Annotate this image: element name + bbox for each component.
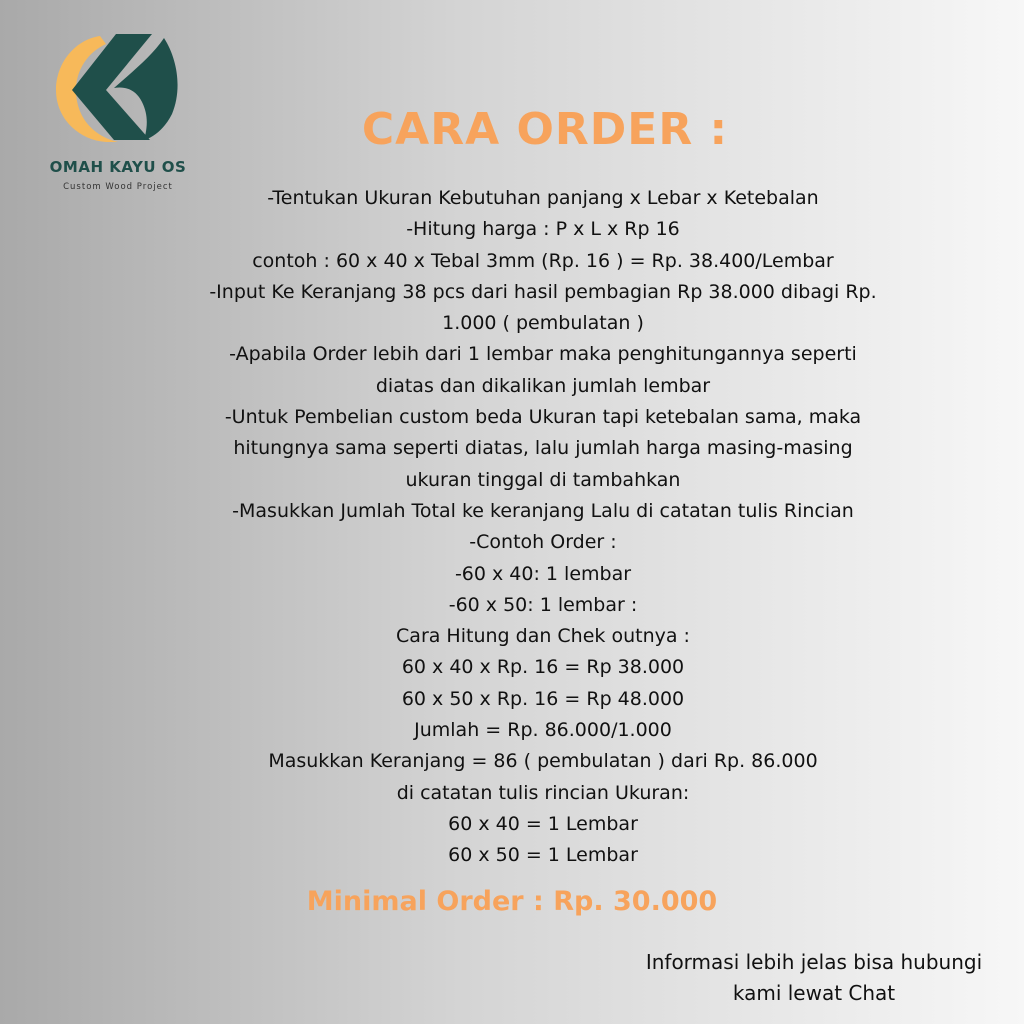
instruction-line: di catatan tulis rincian Ukuran: bbox=[396, 781, 690, 804]
instruction-line: -Tentukan Ukuran Kebutuhan panjang x Lebar x Ketebalan bbox=[267, 187, 819, 209]
instruction-line: 60 x 50 = 1 Lembar bbox=[448, 844, 638, 867]
instruction-line: -Contoh Order : bbox=[469, 531, 617, 554]
instruction-line: -Apabila Order lebih dari 1 lembar maka penghitungannya seperti bbox=[229, 343, 857, 366]
brand-logo bbox=[30, 30, 210, 200]
instruction-line: 60 x 40 x Rp. 16 = Rp 38.000 bbox=[401, 656, 685, 679]
instruction-line: Jumlah = Rp. 86.000/1.000 bbox=[414, 719, 672, 742]
instruction-line: -Masukkan Jumlah Total ke keranjang Lalu di catatan tulis Rincian bbox=[232, 499, 854, 522]
instruction-line: -60 x 50: 1 lembar : bbox=[448, 593, 638, 616]
instruction-line: 60 x 40 = 1 Lembar bbox=[448, 812, 638, 835]
instruction-line: ukuran tinggal di tambahkan bbox=[405, 468, 681, 491]
contact-line: Informasi lebih jelas bisa hubungi bbox=[645, 950, 983, 974]
instruction-line: -Hitung harga : P x L x Rp 16 bbox=[406, 218, 680, 241]
instruction-line: -Input Ke Keranjang 38 pcs dari hasil pembagian Rp 38.000 dibagi Rp. bbox=[209, 280, 877, 303]
instruction-line: -60 x 40: 1 lembar bbox=[454, 562, 632, 585]
instruction-line: 60 x 50 x Rp. 16 = Rp 48.000 bbox=[401, 687, 685, 710]
contact-line: kami lewat Chat bbox=[732, 981, 896, 1005]
page-title: CARA ORDER : bbox=[361, 104, 729, 155]
instruction-line: Cara Hitung dan Chek outnya : bbox=[396, 625, 690, 648]
instruction-line: diatas dan dikalikan jumlah lembar bbox=[375, 374, 711, 397]
instruction-line: -Untuk Pembelian custom beda Ukuran tapi ketebalan sama, maka bbox=[224, 406, 862, 429]
instruction-line: contoh : 60 x 40 x Tebal 3mm (Rp. 16 ) = Rp. 38.400/Lembar bbox=[252, 249, 834, 272]
brand-tagline: Custom Wood Project bbox=[63, 182, 173, 192]
minimal-order-note: Minimal Order : Rp. 30.000 bbox=[306, 886, 718, 917]
contact-info bbox=[614, 947, 1014, 1009]
brand-name: OMAH KAYU OS bbox=[49, 158, 187, 176]
instruction-line: hitungnya sama seperti diatas, lalu jumlah harga masing-masing bbox=[233, 437, 853, 460]
instruction-line: 1.000 ( pembulatan ) bbox=[442, 312, 644, 335]
instruction-line: Masukkan Keranjang = 86 ( pembulatan ) dari Rp. 86.000 bbox=[268, 750, 818, 773]
k-logo-icon bbox=[52, 30, 182, 150]
order-instructions bbox=[130, 183, 956, 872]
